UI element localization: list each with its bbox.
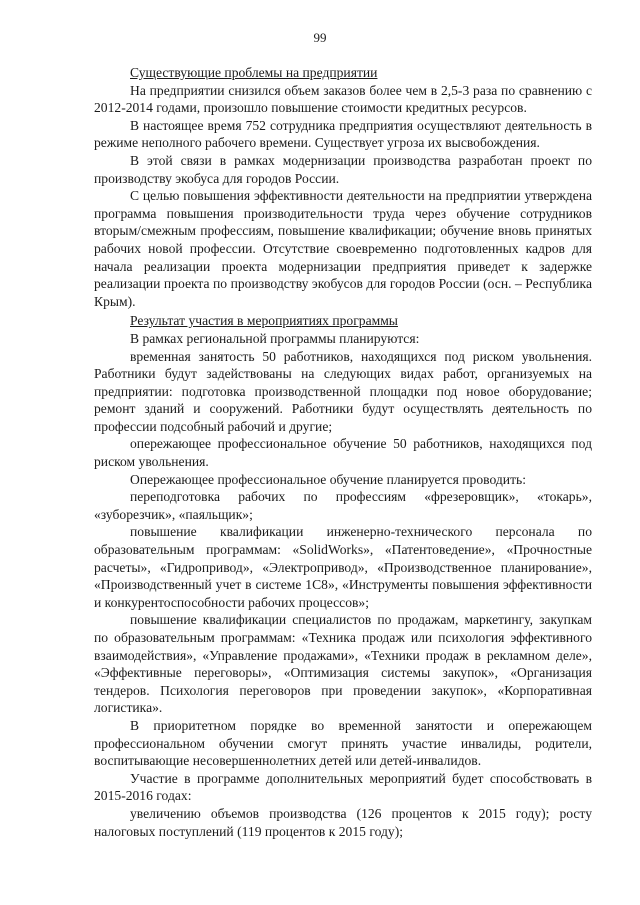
paragraph: Участие в программе дополнительных мероприятий будет способствовать в 2015-2016 годах:: [94, 770, 592, 804]
paragraph: переподготовка рабочих по профессиям «фрезеровщик», «токарь», «зуборезчик», «паяльщик»;: [94, 489, 592, 522]
paragraph: повышение квалификации специалистов по продажам, маркетингу, закупкам по образовательным программам: «Техника продаж или психология эффективного взаимодействия», «Управление продажами», «Техники продаж в рекламном деле», «Эффективные переговоры», «Оптимизация системы закупок», «Организация тендеров. Психология переговоров при проведении закупок», «Корпоративная логистика».: [94, 612, 592, 716]
paragraph: В рамках региональной программы планируются:: [130, 330, 420, 346]
paragraph: В настоящее время 752 сотрудника предприятия осуществляют деятельность в режиме неполного рабочего времени. Существует угроза их высвобождения.: [94, 117, 592, 151]
paragraph: В приоритетном порядке во временной занятости и опережающем профессиональном обучении смогут принять участие инвалиды, родители, воспитывающие несовершеннолетних детей или детей-инвалидов.: [94, 717, 592, 769]
paragraph: увеличению объемов производства (126 процентов к 2015 году); росту налоговых поступлений (119 процентов к 2015 году);: [94, 805, 592, 839]
document-body: [94, 64, 592, 840]
paragraph: С целью повышения эффективности деятельности на предприятии утверждена программа повышения производительности труда через обучение сотрудников вторым/смежным профессиям, повышение квалификации; обучение вновь принятых рабочих новой профессии. Отсутствие своевременно подготовленных кадров для начала реализации проекта модернизации предприятия приведет к задержке реализации проекта по производству экобусов для городов России (осн. – Республика Крым).: [94, 188, 592, 309]
paragraph: опережающее профессиональное обучение 50 работников, находящихся под риском увольнения.: [94, 436, 592, 470]
paragraph: В этой связи в рамках модернизации производства разработан проект по производству экобуса для городов России.: [94, 152, 592, 186]
paragraph: повышение квалификации инженерно-технического персонала по образовательным программам: «SolidWorks», «Патентоведение», «Прочностные расчеты», «Гидропривод», «Электропривод», «Производственное планирование», «Производственный учет в системе 1С8», «Инструменты повышения эффективности и конкурентоспособности рабочих процессов»;: [94, 524, 592, 610]
paragraph: Опережающее профессиональное обучение планируется проводить:: [130, 471, 526, 487]
paragraph: На предприятии снизился объем заказов более чем в 2,5-3 раза по сравнению с 2012-2014 годами, произошло повышение стоимости кредитных ресурсов.: [94, 82, 592, 116]
section-heading-results: Результат участия в мероприятиях программы: [130, 313, 398, 329]
page-number: 99: [313, 30, 327, 45]
section-heading-problems: Существующие проблемы на предприятии: [130, 65, 378, 80]
paragraph: временная занятость 50 работников, находящихся под риском увольнения. Работники будут задействованы на следующих видах работ, организуемых на предприятии: подготовка производственной площадки под новое оборудование; ремонт зданий и сооружений. Работники будут осуществлять деятельность по профессии подсобный рабочий и другие;: [94, 348, 592, 434]
